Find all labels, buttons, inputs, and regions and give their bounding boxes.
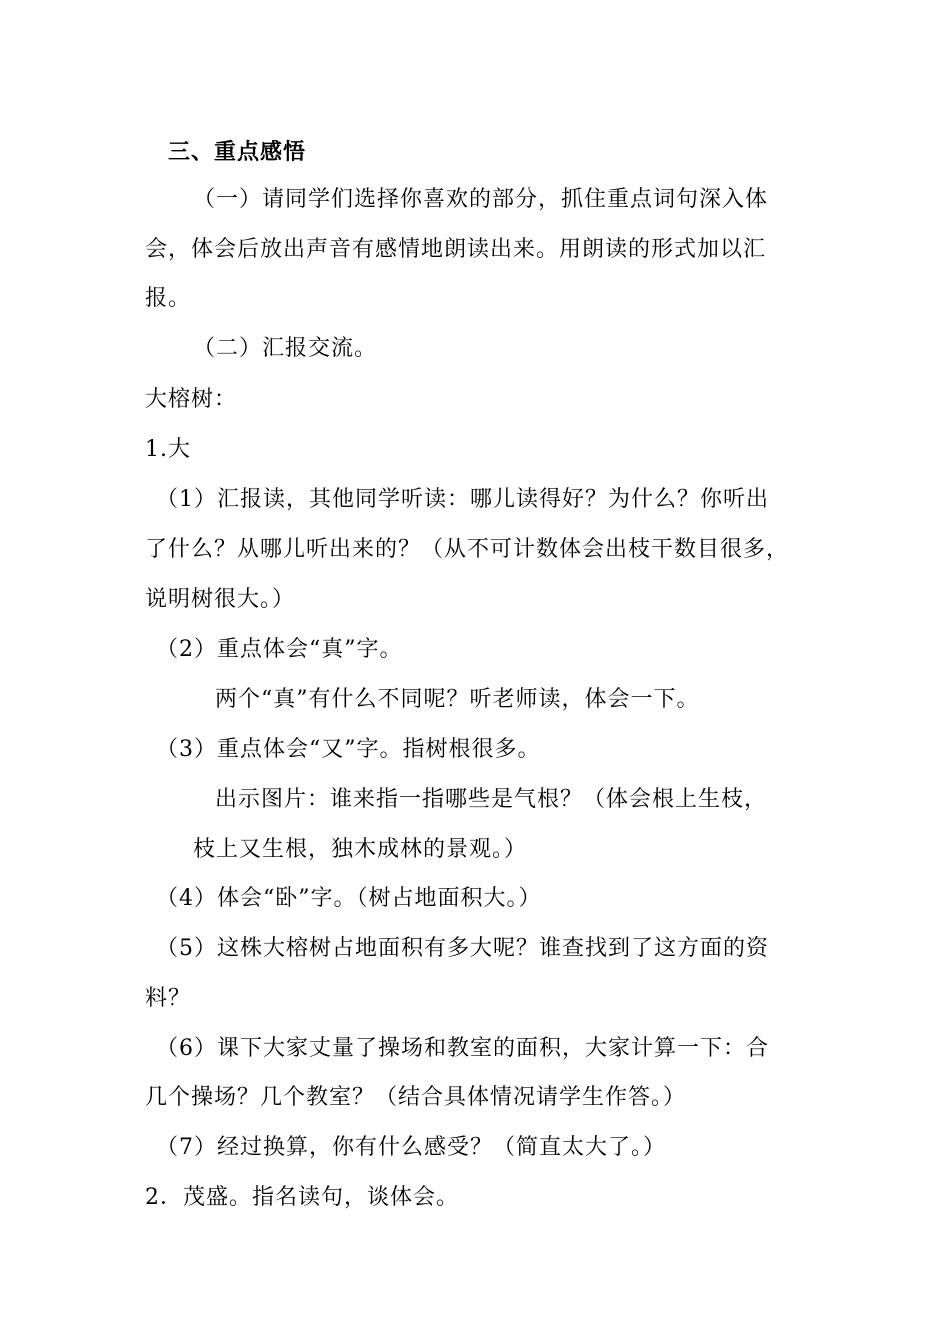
list-item-continuation: 说明树很大。）	[145, 587, 296, 612]
list-item: （6）课下大家丈量了操场和教室的面积，大家计算一下：合	[156, 1036, 769, 1061]
list-item: （1）汇报读，其他同学听读：哪儿读得好？为什么？你听出	[156, 487, 769, 512]
subheading-line: 大榕树：	[145, 387, 238, 412]
list-item-heading: 2．茂盛。指名读句，谈体会。	[145, 1185, 459, 1210]
list-item-continuation: 了什么？从哪儿听出来的？（从不可计数体会出枝干数目很多，	[145, 537, 790, 562]
section-heading: 三、重点感悟	[168, 139, 307, 165]
paragraph-line: （一）请同学们选择你喜欢的部分，抓住重点词句深入体	[193, 187, 769, 212]
paragraph-line: （二）汇报交流。	[193, 336, 378, 361]
paragraph-line: 会，体会后放出声音有感情地朗读出来。用朗读的形式加以汇	[145, 237, 767, 262]
list-item-detail-continuation: 枝上又生根，独木成林的景观。）	[193, 837, 528, 862]
list-item: （4）体会“卧”字。（树占地面积大。）	[156, 886, 542, 911]
list-item-continuation: 几个操场？几个教室？（结合具体情况请学生作答。）	[145, 1085, 687, 1110]
list-item: （7）经过换算，你有什么感受？（简直太大了。）	[156, 1135, 666, 1160]
list-item-heading: 1.大	[145, 437, 191, 462]
list-item: （2）重点体会“真”字。	[156, 637, 403, 662]
paragraph-line: 报。	[145, 286, 192, 311]
list-item-detail: 出示图片：谁来指一指哪些是气根？（体会根上生枝，	[215, 787, 768, 812]
list-item: （5）这株大榕树占地面积有多大呢？谁查找到了这方面的资	[156, 936, 769, 961]
list-item-detail: 两个“真”有什么不同呢？听老师读，体会一下。	[215, 687, 700, 712]
list-item-continuation: 料？	[145, 986, 192, 1011]
list-item: （3）重点体会“又”字。指树根很多。	[156, 737, 541, 762]
